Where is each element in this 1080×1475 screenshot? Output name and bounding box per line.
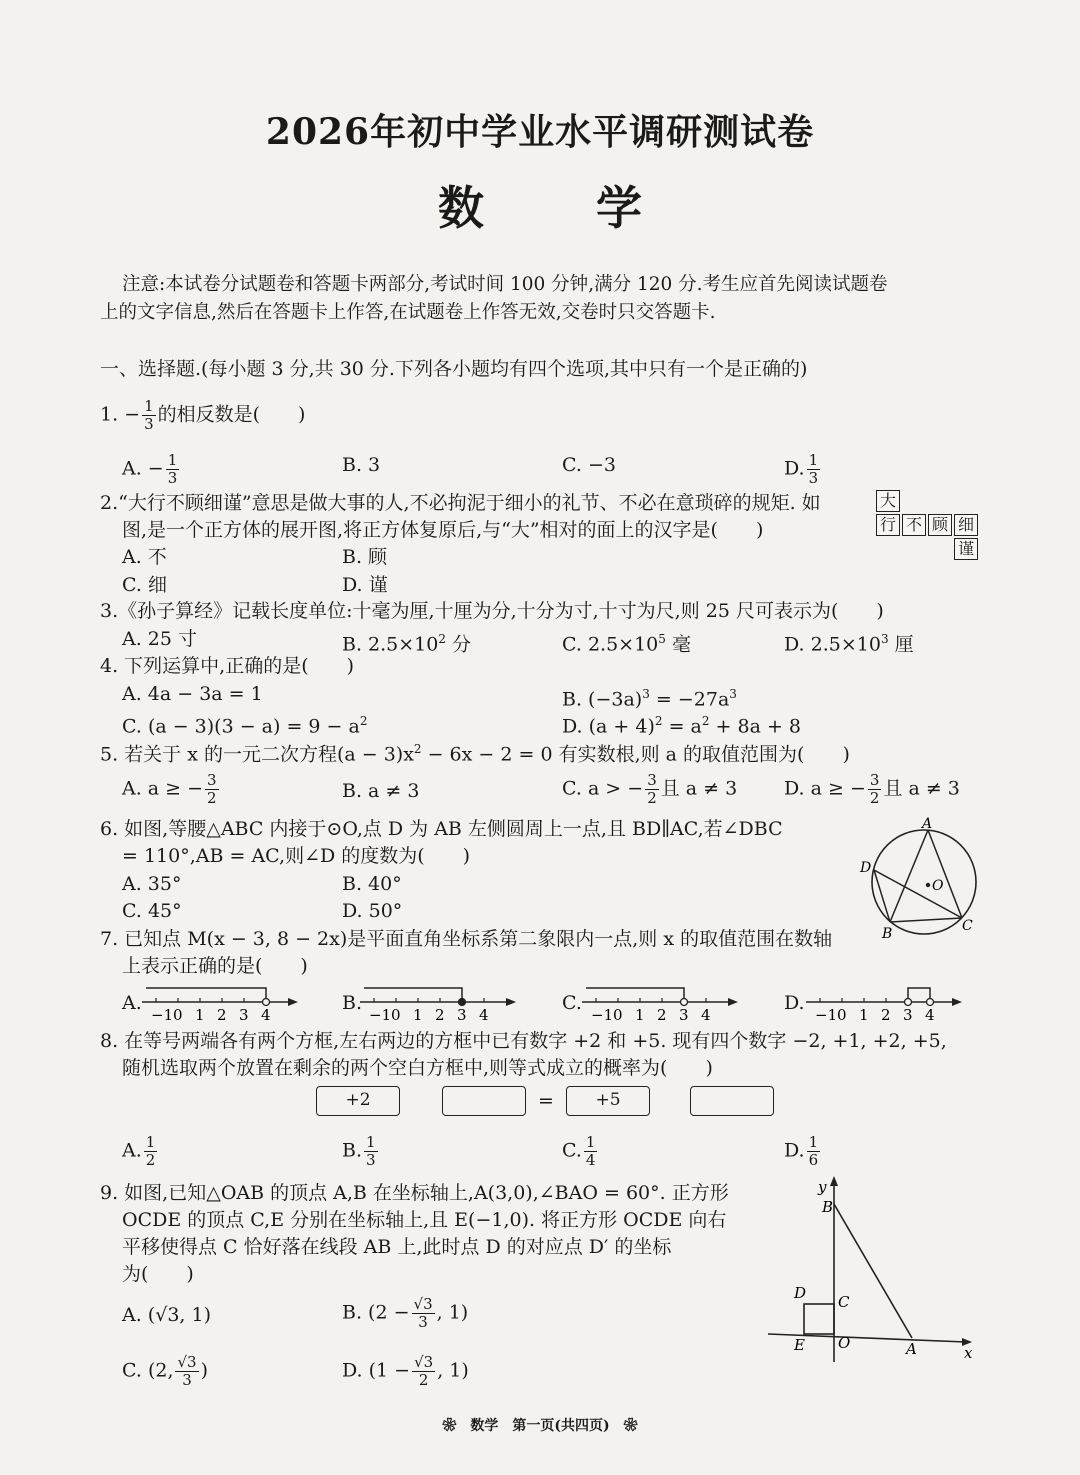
tick-label: 0 xyxy=(613,1006,623,1024)
open-point xyxy=(263,999,270,1006)
tick-label: 0 xyxy=(173,1006,183,1024)
number-line-b xyxy=(360,982,520,1024)
label-x: x xyxy=(964,1344,973,1362)
q2-line-2: 图,是一个正方体的展开图,将正方体复原后,与“大”相对的面上的汉字是( ) xyxy=(122,519,764,541)
axis-arrow xyxy=(952,998,962,1006)
notice-line-2: 上的文字信息,然后在答题卡上作答,在试题卷上作答无效,交卷时只交答题卡. xyxy=(100,302,716,323)
label-e: E xyxy=(794,1336,805,1354)
label-a: A xyxy=(922,816,933,832)
circle-triangle-figure xyxy=(858,812,988,942)
q5-stem: 5. 若关于 x 的一元二次方程$(a - 3)x^2 - 6x - 2 = 0$ 有实数根,则 a 的取值范围为( ) xyxy=(100,742,850,766)
q7-option-a: A. xyxy=(122,992,142,1014)
q4-option-a: A. 4a − 3a = 1 xyxy=(122,683,263,705)
axis-arrow xyxy=(506,998,516,1006)
q3-option-c: C. $2.5\times 10^5$ 毫 xyxy=(562,632,691,656)
tick-label: 2 xyxy=(881,1006,891,1024)
q2-option-d: D. 谨 xyxy=(342,574,388,596)
equation-box: +2 xyxy=(316,1086,400,1116)
label-d: D xyxy=(860,860,872,876)
label-o: O xyxy=(838,1334,851,1352)
q1-option-b: B. 3 xyxy=(342,454,381,476)
q9-option-a: A. (√3, 1) xyxy=(122,1304,211,1326)
closed-point xyxy=(459,999,466,1006)
q2-line-1: 2.“大行不顾细谨”意思是做大事的人,不必拘泥于细小的礼节、不必在意琐碎的规矩. 如 xyxy=(100,492,821,514)
q4-option-b: B. $(-3a)^3 = -27a^3$ xyxy=(562,687,737,711)
equation-box-empty xyxy=(442,1086,526,1116)
q5-option-c: C. a > − $\frac{3}{2}$ 且 a ≠ 3 xyxy=(562,771,738,807)
label-b: B xyxy=(822,1198,834,1216)
q6-line-2: = 110°,AB = AC,则∠D 的度数为( ) xyxy=(122,845,471,867)
q7-option-d: D. xyxy=(784,992,805,1014)
q9-option-c: C. (2, $\frac{√3}{3}$ ) xyxy=(122,1353,209,1389)
open-point xyxy=(905,999,912,1006)
open-point xyxy=(681,999,688,1006)
q7-option-c: C. xyxy=(562,992,582,1014)
tick-label: −1 xyxy=(151,1006,174,1024)
q7-line-1: 7. 已知点 M(x − 3, 8 − 2x)是平面直角坐标系第二象限内一点,则 x 的取值范围在数轴 xyxy=(100,928,833,950)
tick-label: 3 xyxy=(679,1006,689,1024)
q8-line-1: 8. 在等号两端各有两个方框,左右两边的方框中已有数字 +2 和 +5. 现有四个数字 −2, +1, +2, +5, xyxy=(100,1030,947,1052)
q8-option-a: A. $\frac{1}{2}$ xyxy=(122,1133,156,1169)
tick-label: 2 xyxy=(657,1006,667,1024)
q6-option-d: D. 50° xyxy=(342,900,403,922)
q9-line-4: 为( ) xyxy=(122,1263,194,1285)
open-point xyxy=(927,999,934,1006)
q9-option-b: B. (2 − $\frac{√3}{3}$ , 1) xyxy=(342,1295,469,1331)
tick-label: 1 xyxy=(195,1006,205,1024)
q2-option-a: A. 不 xyxy=(122,546,167,568)
tick-label: 3 xyxy=(903,1006,913,1024)
tick-label: 0 xyxy=(391,1006,401,1024)
q3-stem: 3.《孙子算经》记载长度单位:十毫为厘,十厘为分,十分为寸,十寸为尺,则 25 尺可表示为( ) xyxy=(100,600,884,622)
q6-line-1: 6. 如图,等腰△ABC 内接于⊙O,点 D 为 AB 左侧圆周上一点,且 BD∥AC,若∠DBC xyxy=(100,818,783,840)
q6-option-a: A. 35° xyxy=(122,873,182,895)
q3-option-d: D. $2.5\times 10^3$ 厘 xyxy=(784,632,914,656)
section-heading: 一、选择题.(每小题 3 分,共 30 分.下列各小题均有四个选项,其中只有一个是正确的) xyxy=(100,358,808,380)
solution-ray xyxy=(146,988,266,1002)
q7-option-b: B. xyxy=(342,992,363,1014)
tick-label: 0 xyxy=(837,1006,847,1024)
q3-option-b: B. $2.5\times 10^2$ 分 xyxy=(342,632,472,656)
label-b: B xyxy=(882,926,893,942)
q5-option-a: A. a ≥ − $\frac{3}{2}$ xyxy=(122,771,217,807)
tick-label: −1 xyxy=(815,1006,838,1024)
label-a: A xyxy=(906,1340,917,1358)
number-line-d xyxy=(806,982,966,1024)
cube-face: 细 xyxy=(954,514,978,536)
axis-arrow xyxy=(728,998,738,1006)
q4-option-c: C. $(a - 3)(3 - a) = 9 - a^2$ xyxy=(122,714,368,738)
q1-option-c: C. −3 xyxy=(562,454,616,476)
tick-label: 1 xyxy=(635,1006,645,1024)
tick-label: 3 xyxy=(239,1006,249,1024)
q4-stem: 4. 下列运算中,正确的是( ) xyxy=(100,655,355,677)
exam-title: 2026年初中学业水平调研测试卷 xyxy=(265,111,815,153)
q6-option-b: B. 40° xyxy=(342,873,402,895)
solution-ray xyxy=(364,988,462,1002)
q8-line-2: 随机选取两个放置在剩余的两个空白方框中,则等式成立的概率为( ) xyxy=(122,1057,713,1079)
fraction: $\frac{1}{3}$ xyxy=(144,397,154,433)
number-line-a xyxy=(142,982,302,1024)
cube-face: 顾 xyxy=(928,514,952,536)
q5-option-b: B. a ≠ 3 xyxy=(342,780,420,802)
number-line-c xyxy=(582,982,742,1024)
q6-option-c: C. 45° xyxy=(122,900,182,922)
subject-title: 数 学 xyxy=(437,181,690,235)
tick-label: 1 xyxy=(859,1006,869,1024)
tick-label: 4 xyxy=(925,1006,935,1024)
tick-label: 3 xyxy=(457,1006,467,1024)
q2-option-c: C. 细 xyxy=(122,574,167,596)
tick-label: 1 xyxy=(413,1006,423,1024)
label-c: C xyxy=(962,918,973,934)
label-y: y xyxy=(818,1178,827,1196)
q9-line-2: OCDE 的顶点 C,E 分别在坐标轴上,且 E(−1,0). 将正方形 OCDE 向右 xyxy=(122,1209,727,1231)
tick-label: 4 xyxy=(261,1006,271,1024)
coordinate-figure xyxy=(760,1172,980,1372)
label-o: O xyxy=(932,878,944,894)
tick-label: 2 xyxy=(435,1006,445,1024)
tick-label: −1 xyxy=(369,1006,392,1024)
q8-option-d: D. $\frac{1}{6}$ xyxy=(784,1133,819,1169)
q9-option-d: D. (1 − $\frac{√3}{2}$ , 1) xyxy=(342,1353,469,1389)
tick-label: −1 xyxy=(591,1006,614,1024)
q8-option-b: B. $\frac{1}{3}$ xyxy=(342,1133,376,1169)
cube-face: 行 xyxy=(876,514,900,536)
cube-face: 不 xyxy=(902,514,926,536)
q9-line-1: 9. 如图,已知△OAB 的顶点 A,B 在坐标轴上,A(3,0),∠BAO = 60°. 正方形 xyxy=(100,1182,729,1204)
equation-box-empty xyxy=(690,1086,774,1116)
q2-option-b: B. 顾 xyxy=(342,546,388,568)
tick-label: 4 xyxy=(479,1006,489,1024)
q1-stem: 1. − $\frac{1}{3}$ 的相反数是( ) xyxy=(100,397,306,433)
q3-option-a: A. 25 寸 xyxy=(122,628,198,650)
q1-option-a: A. − $\frac{1}{3}$ xyxy=(122,451,178,487)
q8-option-c: C. $\frac{1}{4}$ xyxy=(562,1133,596,1169)
equals-sign: = xyxy=(538,1090,554,1112)
q7-line-2: 上表示正确的是( ) xyxy=(122,955,308,977)
equation-box: +5 xyxy=(566,1086,650,1116)
tick-label: 4 xyxy=(701,1006,711,1024)
cube-face: 谨 xyxy=(954,538,978,560)
q4-option-d: D. $(a + 4)^2 = a^2 + 8a + 8$ xyxy=(562,714,802,738)
cube-face: 大 xyxy=(876,490,900,512)
solution-ray xyxy=(586,988,684,1002)
label-c: C xyxy=(838,1293,850,1311)
q9-line-3: 平移使得点 C 恰好落在线段 AB 上,此时点 D 的对应点 D′ 的坐标 xyxy=(122,1236,672,1258)
page-footer: ❀ 数学 第一页(共四页) ❀ xyxy=(442,1418,638,1434)
label-d: D xyxy=(794,1284,807,1302)
tick-label: 2 xyxy=(217,1006,227,1024)
q5-option-d: D. a ≥ − $\frac{3}{2}$ 且 a ≠ 3 xyxy=(784,771,960,807)
notice-line-1: 注意:本试卷分试题卷和答题卡两部分,考试时间 100 分钟,满分 120 分.考生应首先阅读试题卷 xyxy=(122,274,888,295)
axis-arrow xyxy=(288,998,298,1006)
q1-option-d: D. $\frac{1}{3}$ xyxy=(784,451,819,487)
